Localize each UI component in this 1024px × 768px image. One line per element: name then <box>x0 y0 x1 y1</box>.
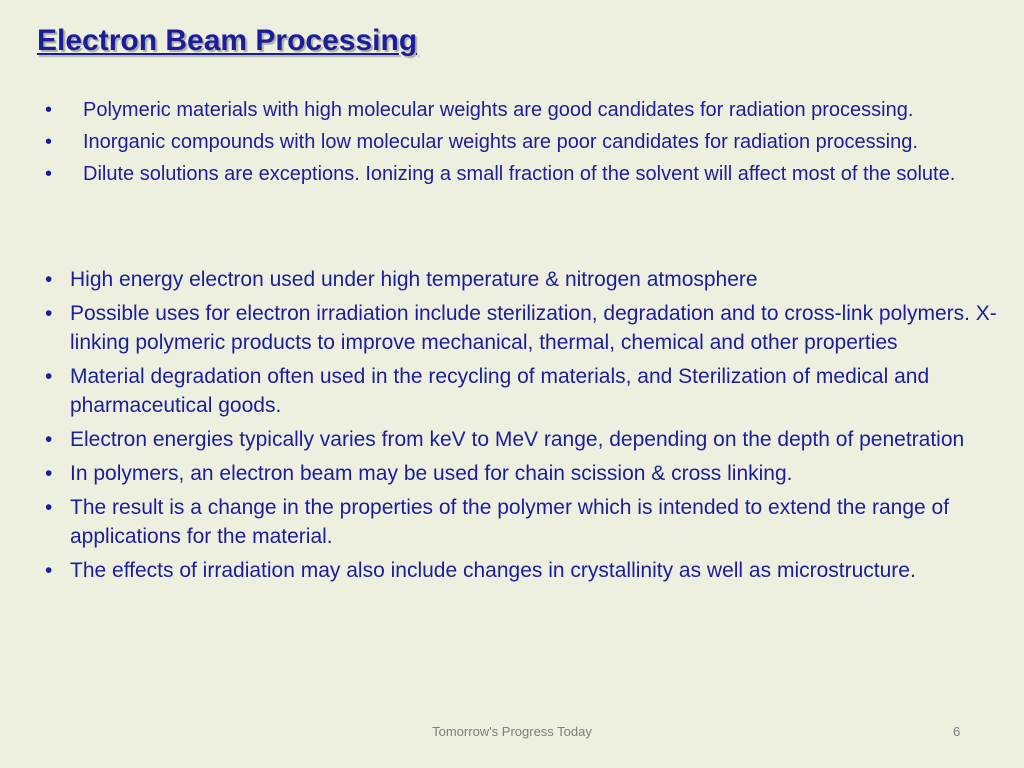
sub-bullet-item <box>45 130 1020 154</box>
bullet-text: Electron energies typically varies from keV to MeV range, depending on the depth of penetration <box>70 428 965 451</box>
bullet-item <box>45 299 1015 357</box>
bullet-item <box>45 425 1015 454</box>
bullet-marker: • <box>45 131 53 153</box>
sub-bullet-item <box>45 98 1020 122</box>
bullet-item <box>45 265 1015 294</box>
bullet-marker: • <box>45 163 53 185</box>
bullet-text: The result is a change in the properties of the polymer which is intended to extend the range of applications for the material. <box>70 496 950 548</box>
bullet-marker: • <box>45 559 53 582</box>
slide-title: Electron Beam Processing <box>37 24 418 57</box>
bullet-item <box>45 362 1015 420</box>
bullet-marker: • <box>45 268 53 291</box>
bullet-item <box>45 556 1015 585</box>
bullet-text: In polymers, an electron beam may be used for chain scission & cross linking. <box>70 462 793 485</box>
sub-bullet-list <box>45 98 1020 194</box>
bullet-marker: • <box>45 428 53 451</box>
bullet-marker: • <box>45 365 53 388</box>
bullet-marker: • <box>45 302 53 325</box>
bullet-text: Possible uses for electron irradiation include sterilization, degradation and to cross-link polymers. X-linking polymeric products to improve mechanical, thermal, chemical and other properties <box>70 302 997 354</box>
sub-bullet-text: Dilute solutions are exceptions. Ionizing a small fraction of the solvent will affect most of the solute. <box>83 163 956 185</box>
bullet-text: The effects of irradiation may also include changes in crystallinity as well as microstructure. <box>70 559 916 582</box>
sub-bullet-item <box>45 162 1020 186</box>
bullet-item <box>45 493 1015 551</box>
bullet-text: High energy electron used under high temperature & nitrogen atmosphere <box>70 268 758 291</box>
sub-bullet-text: Inorganic compounds with low molecular weights are poor candidates for radiation processing. <box>83 131 918 153</box>
bullet-item <box>45 459 1015 488</box>
bullet-list <box>45 265 1015 590</box>
bullet-marker: • <box>45 462 53 485</box>
footer-text: Tomorrow's Progress Today <box>432 724 592 739</box>
bullet-text: Material degradation often used in the recycling of materials, and Sterilization of medical and pharmaceutical goods. <box>70 365 930 417</box>
bullet-marker: • <box>45 496 53 519</box>
bullet-marker: • <box>45 99 53 121</box>
page-number: 6 <box>953 724 961 739</box>
sub-bullet-text: Polymeric materials with high molecular weights are good candidates for radiation processing. <box>83 99 914 121</box>
